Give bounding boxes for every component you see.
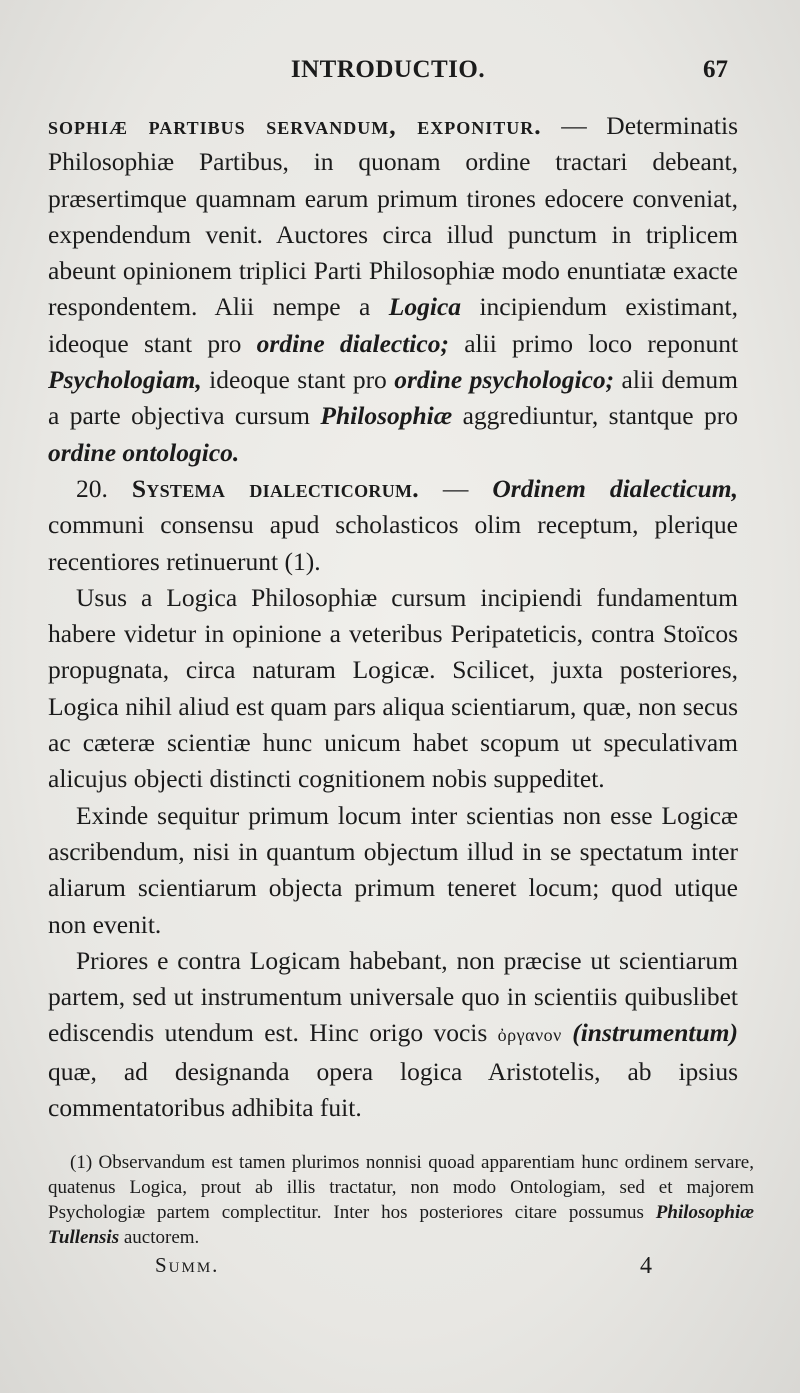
running-head-title: INTRODUCTIO. (290, 56, 486, 83)
paragraph-order-intro (48, 108, 738, 471)
italic-term: Philosophiæ Tullensis (48, 1202, 754, 1248)
footnote (48, 1150, 754, 1250)
italic-term: Ordinem dialecticum, (492, 473, 738, 503)
running-head (48, 56, 728, 90)
italic-term: ordine ontologico. (48, 437, 240, 467)
section-heading-continued: sophiæ partibus servandum, exponitur. (48, 111, 542, 140)
paragraph-section-20 (48, 471, 738, 580)
text-run: — Determinatis Philosophiæ Partibus, in quonam ordine tractari debeant, præsertimque quamnam earum primum tirones edocere conveniat, expendendum venit. Auctores circa illud punctum in triplicem abeunt opinionem triplici Parti Philosophiæ modo enuntiatæ exacte respondentem. Alii nempe a (48, 111, 738, 322)
text-run: communi consensu apud scholasticos olim receptum, plerique recentiores retinuerunt (1). (48, 510, 738, 576)
text-run: auctorem. (119, 1227, 200, 1248)
body-text (48, 108, 738, 1126)
signature-number: 4 (640, 1253, 652, 1279)
text-run: alii primo loco reponunt (448, 328, 739, 358)
text-run: quæ, ad designanda opera logica Aristotelis, ab ipsius commentatoribus adhibita fuit. (48, 1056, 738, 1123)
page-number: 67 (703, 56, 728, 83)
text-run: (1) Observandum est tamen plurimos nonnisi quoad apparentiam hunc ordinem servare, quatenus Logica, prout ab illis tractatur, non modo Ontologiam, sed et majorem Psychologiæ partem complectitur. Inter hos posteriores citare possumus (48, 1152, 754, 1223)
text-run: — (418, 473, 493, 503)
printer-signature: Summ. (155, 1253, 220, 1277)
section-number: 20. (76, 473, 108, 503)
text-run: aggrediuntur, stantque pro (452, 401, 738, 431)
text-run: Priores e contra Logicam habebant, non præcise ut scientiarum partem, sed ut instrumentum universale quo in scientiis quibuslibet ediscendis utendum est. Hinc origo vocis (48, 945, 738, 1048)
paragraph-priores (48, 943, 738, 1126)
section-heading: Systema dialecticorum. (131, 473, 419, 503)
text-run (562, 1018, 572, 1047)
paragraph-exinde: Exinde sequitur primum locum inter scientias non esse Logicæ ascribendum, nisi in quantum objectum illud in se spectatum inter aliarum scientiarum objecta primum teneret locum; quod utique non evenit. (48, 800, 738, 939)
italic-term: ordine dialectico; (256, 328, 449, 358)
footnote-text (48, 1150, 754, 1250)
greek-word: ὀργανον (497, 1025, 562, 1046)
text-run: alii demum a parte objectiva cursum (48, 365, 739, 431)
paragraph-usus: Usus a Logica Philosophiæ cursum incipiendi fundamentum habere videtur in opinione a veteribus Peripateticis, contra Stoïcos propugnata, circa naturam Logicæ. Scilicet, juxta posteriores, Logica nihil aliud est quam pars aliqua scientiarum, quæ, non secus ac cæteræ scientiæ hunc unicum habet scopum ut speculativam alicujus objecti distincti cognitionem nobis suppeditet. (48, 582, 738, 794)
italic-term: (instrumentum) (572, 1018, 739, 1048)
italic-term: Psychologiam, (48, 365, 202, 395)
text-run: incipiendum existimant, ideoque stant pro (48, 292, 739, 358)
italic-term: ordine psychologico; (394, 365, 615, 395)
italic-term: Philosophiæ (320, 401, 453, 431)
italic-term: Logica (388, 292, 462, 322)
text-run: ideoque stant pro (201, 365, 395, 395)
